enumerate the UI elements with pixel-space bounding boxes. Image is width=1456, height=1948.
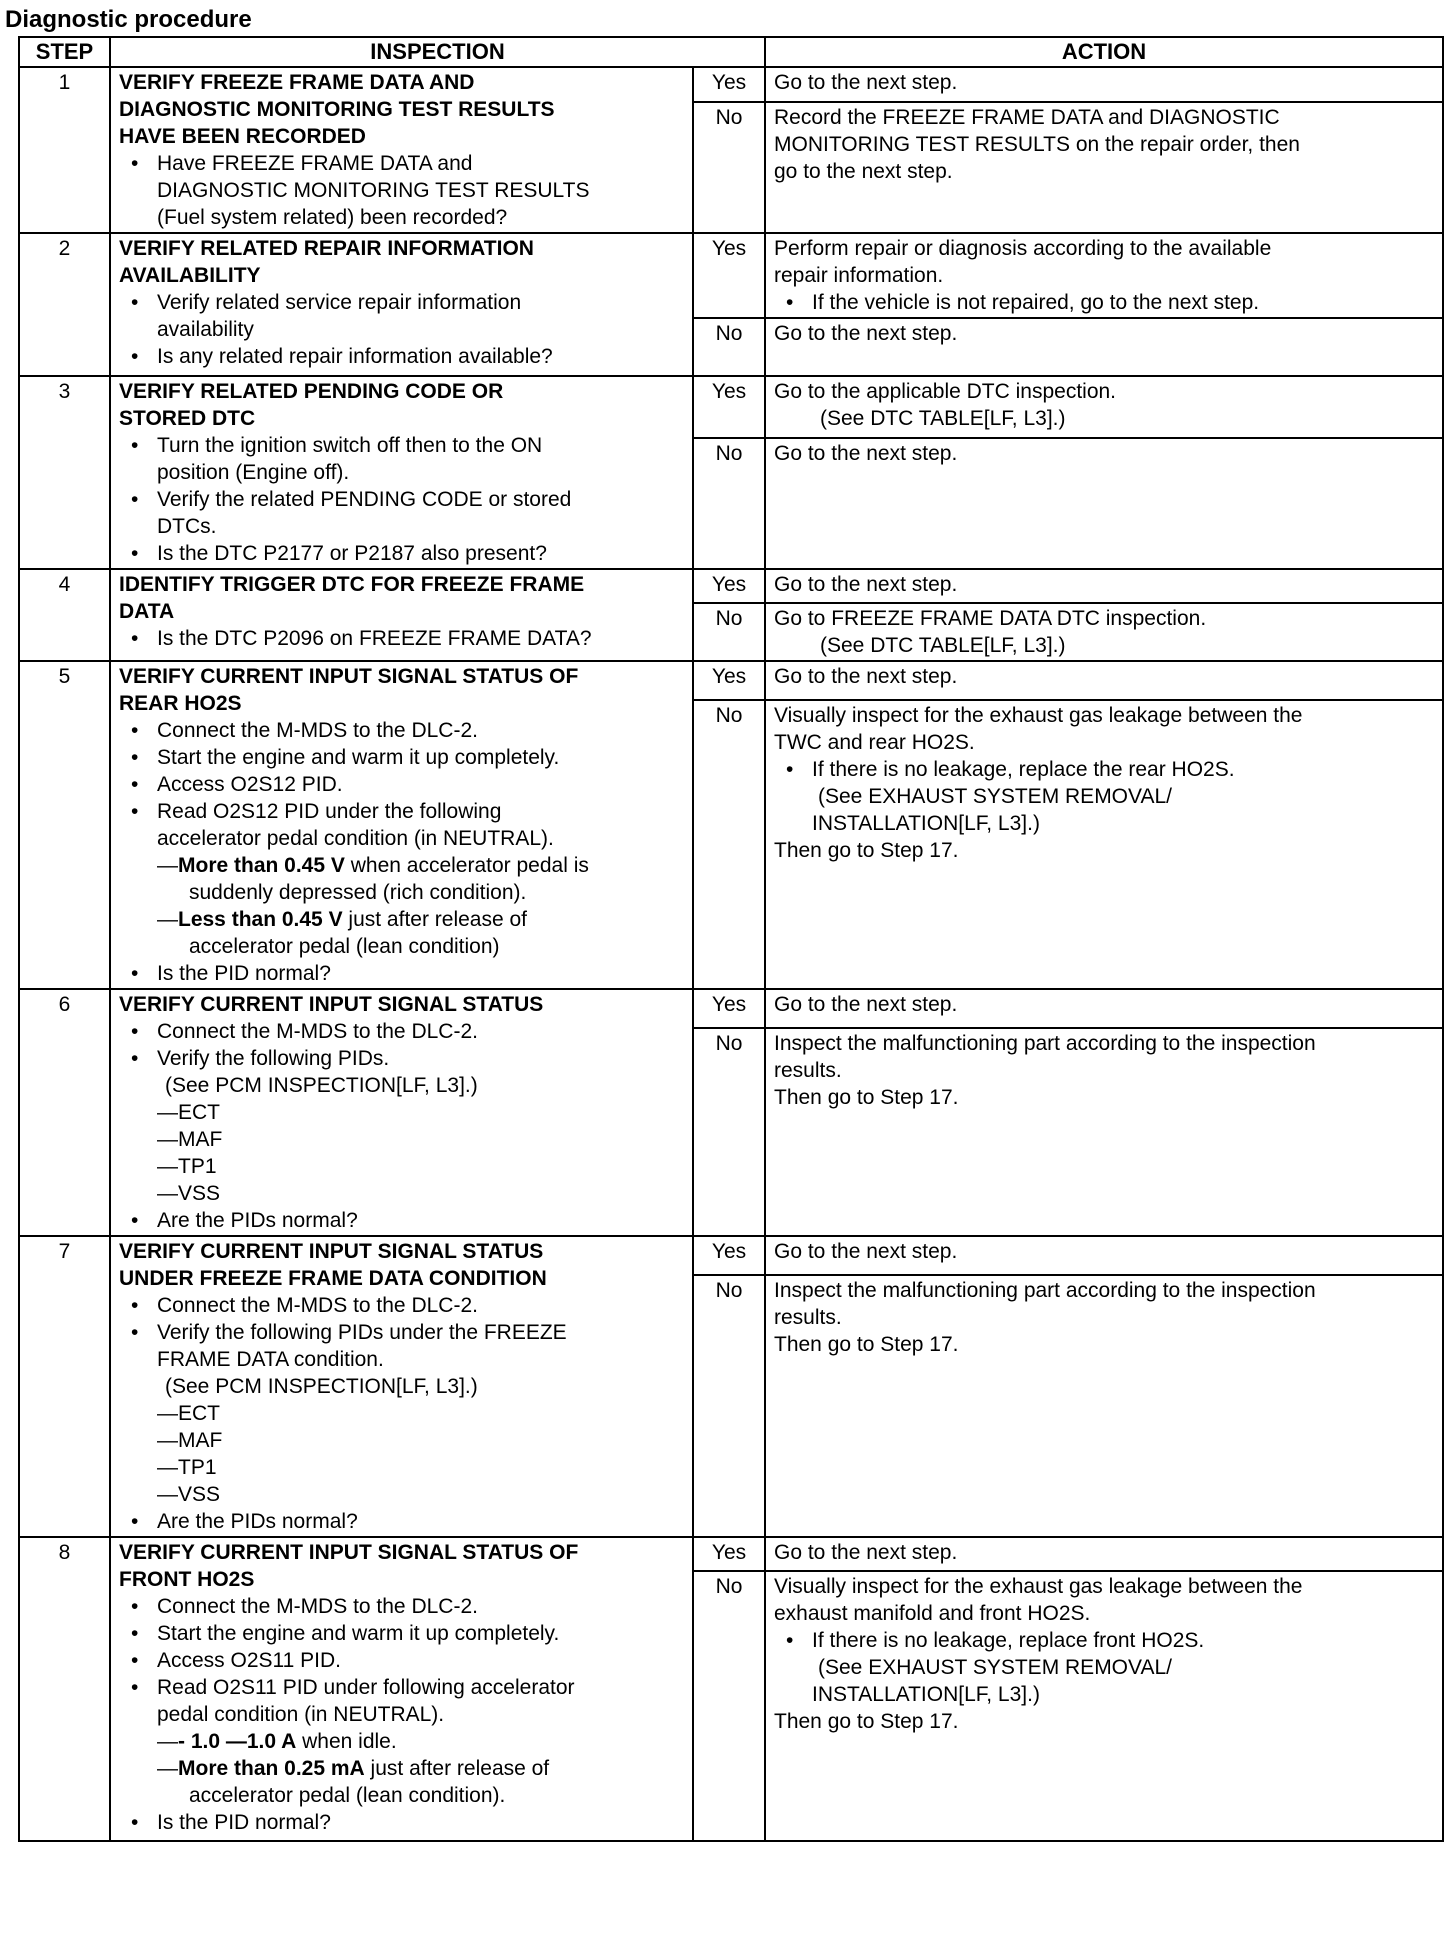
inspection-title: STORED DTC <box>119 407 256 430</box>
inspection-title: UNDER FREEZE FRAME DATA CONDITION <box>119 1267 547 1290</box>
inspection-line <box>119 1728 684 1755</box>
inspection-cell <box>110 569 693 661</box>
inspection-line <box>119 1153 684 1180</box>
no-label: No <box>693 1028 765 1236</box>
dash-icon: — <box>157 1128 178 1151</box>
inspection-title: DIAGNOSTIC MONITORING TEST RESULTS <box>119 98 555 121</box>
inspection-cell <box>110 1537 693 1841</box>
dash-text: just after release of <box>342 908 528 931</box>
header-action: ACTION <box>765 37 1443 67</box>
table-row <box>19 1236 1443 1275</box>
bullet-text: Have FREEZE FRAME DATA and <box>157 152 473 175</box>
yes-label: Yes <box>693 67 765 102</box>
action-line <box>774 289 1434 316</box>
bullet-text: Connect the M-MDS to the DLC-2. <box>157 1020 478 1043</box>
bullet-text: Turn the ignition switch off then to the ON <box>157 434 543 457</box>
yes-action <box>765 67 1443 102</box>
table-row <box>19 67 1443 102</box>
bullet-icon: • <box>131 746 139 769</box>
dash-text: TP1 <box>178 1155 217 1178</box>
dash-icon: — <box>157 1402 178 1425</box>
inspection-line <box>119 1126 684 1153</box>
action-line: Then go to Step 17. <box>774 839 959 863</box>
action-line: TWC and rear HO2S. <box>774 731 975 755</box>
table-row <box>19 233 1443 318</box>
yes-action <box>765 233 1443 318</box>
bold-value: Less than 0.45 V <box>178 908 343 931</box>
bullet-icon: • <box>131 542 139 565</box>
bullet-text: Is any related repair information available? <box>157 345 553 368</box>
bullet-icon: • <box>131 1649 139 1672</box>
inspection-title: HAVE BEEN RECORDED <box>119 125 366 148</box>
bold-value: More than 0.45 V <box>178 854 345 877</box>
bullet-text: Connect the M-MDS to the DLC-2. <box>157 1294 478 1317</box>
dash-text: VSS <box>178 1483 221 1506</box>
table-row <box>19 1537 1443 1571</box>
inspection-line <box>119 625 684 652</box>
inspection-line <box>119 744 684 771</box>
inspection-line <box>119 1508 684 1535</box>
step-number: 6 <box>19 989 110 1236</box>
inspection-line <box>119 1319 684 1346</box>
inspection-line <box>119 1292 684 1319</box>
header-step: STEP <box>19 37 110 67</box>
bullet-icon: • <box>131 1294 139 1317</box>
inspection-line: DIAGNOSTIC MONITORING TEST RESULTS <box>157 179 590 202</box>
inspection-title: VERIFY FREEZE FRAME DATA AND <box>119 71 475 94</box>
bullet-text: Start the engine and warm it up completely. <box>157 746 560 769</box>
dash-icon: — <box>157 1456 178 1479</box>
step-number: 4 <box>19 569 110 661</box>
bullet-text: Read O2S12 PID under the following <box>157 800 502 823</box>
inspection-line <box>119 717 684 744</box>
inspection-line <box>119 1400 684 1427</box>
dash-text: when accelerator pedal is <box>344 854 589 877</box>
yes-action <box>765 1537 1443 1571</box>
table-body <box>19 67 1443 1841</box>
inspection-cell <box>110 376 693 569</box>
bullet-text: Verify the following PIDs under the FREEZE <box>157 1321 567 1344</box>
step-number: 8 <box>19 1537 110 1841</box>
bullet-text: Access O2S11 PID. <box>157 1649 342 1672</box>
bullet-text: If there is no leakage, replace front HO2S. <box>812 1629 1205 1652</box>
inspection-line <box>119 1481 684 1508</box>
action-line: Then go to Step 17. <box>774 1333 959 1357</box>
no-action <box>765 1275 1443 1537</box>
action-line <box>774 756 1434 783</box>
step-number: 3 <box>19 376 110 569</box>
yes-action <box>765 661 1443 700</box>
inspection-line: DTCs. <box>157 515 217 538</box>
inspection-line: (Fuel system related) been recorded? <box>157 206 508 229</box>
bullet-icon: • <box>131 488 139 511</box>
no-label: No <box>693 1275 765 1537</box>
yes-action <box>765 376 1443 438</box>
dash-text: ECT <box>178 1402 220 1425</box>
action-line: Go to the next step. <box>774 665 958 688</box>
yes-label: Yes <box>693 569 765 603</box>
action-line: Record the FREEZE FRAME DATA and DIAGNOSTIC <box>774 105 1280 129</box>
inspection-line <box>119 540 684 567</box>
bullet-text: Connect the M-MDS to the DLC-2. <box>157 719 478 742</box>
inspection-line <box>119 1809 684 1836</box>
yes-action <box>765 1236 1443 1275</box>
bullet-icon: • <box>131 434 139 457</box>
no-action <box>765 318 1443 376</box>
inspection-line <box>119 150 684 177</box>
inspection-line <box>119 1018 684 1045</box>
dash-icon: — <box>157 1483 178 1506</box>
diagnostic-table <box>18 36 1444 1842</box>
inspection-title: VERIFY RELATED REPAIR INFORMATION <box>119 237 534 260</box>
bullet-text: Is the PID normal? <box>157 962 331 985</box>
inspection-line: position (Engine off). <box>157 461 350 484</box>
inspection-title: VERIFY CURRENT INPUT SIGNAL STATUS <box>119 993 544 1016</box>
inspection-line: pedal condition (in NEUTRAL). <box>157 1703 445 1726</box>
dash-text: TP1 <box>178 1456 217 1479</box>
no-label: No <box>693 438 765 570</box>
inspection-line <box>119 1427 684 1454</box>
action-line: exhaust manifold and front HO2S. <box>774 1602 1091 1625</box>
bullet-icon: • <box>131 1622 139 1645</box>
inspection-title: IDENTIFY TRIGGER DTC FOR FREEZE FRAME <box>119 573 585 596</box>
no-action <box>765 1028 1443 1236</box>
bullet-icon: • <box>131 800 139 823</box>
yes-label: Yes <box>693 1537 765 1571</box>
bullet-icon: • <box>131 627 139 650</box>
inspection-line: accelerator pedal condition (in NEUTRAL). <box>157 827 554 850</box>
inspection-title: VERIFY CURRENT INPUT SIGNAL STATUS OF <box>119 665 579 688</box>
dash-icon: — <box>157 1757 178 1780</box>
action-line: Go to the next step. <box>774 993 958 1016</box>
action-line: Visually inspect for the exhaust gas leakage between the <box>774 1575 1303 1598</box>
inspection-line: accelerator pedal (lean condition). <box>189 1784 506 1807</box>
no-label: No <box>693 318 765 376</box>
inspection-line <box>119 852 684 879</box>
bullet-text: Start the engine and warm it up completely. <box>157 1622 560 1645</box>
bullet-icon: • <box>131 291 139 314</box>
action-line: Then go to Step 17. <box>774 1710 959 1733</box>
inspection-line: accelerator pedal (lean condition) <box>189 935 500 958</box>
bullet-icon: • <box>131 962 139 985</box>
inspection-line <box>119 1454 684 1481</box>
dash-icon: — <box>157 1730 178 1753</box>
bullet-icon: • <box>131 1047 139 1070</box>
bullet-text: Are the PIDs normal? <box>157 1209 358 1232</box>
action-line: repair information. <box>774 264 944 287</box>
inspection-line: FRAME DATA condition. <box>157 1348 384 1371</box>
action-line: Perform repair or diagnosis according to the available <box>774 237 1272 260</box>
table-row <box>19 989 1443 1028</box>
bullet-icon: • <box>786 291 794 314</box>
dash-icon: — <box>157 1182 178 1205</box>
bullet-icon: • <box>131 1811 139 1834</box>
table-row <box>19 661 1443 700</box>
inspection-line <box>119 906 684 933</box>
bullet-icon: • <box>131 1510 139 1533</box>
no-action <box>765 102 1443 233</box>
dash-text: just after release of <box>364 1757 550 1780</box>
bullet-icon: • <box>131 1209 139 1232</box>
inspection-line <box>119 1593 684 1620</box>
inspection-cell <box>110 989 693 1236</box>
inspection-line <box>119 289 684 316</box>
inspection-line <box>119 798 684 825</box>
inspection-line: (See PCM INSPECTION[LF, L3].) <box>165 1375 478 1398</box>
bold-value: More than 0.25 mA <box>178 1757 365 1780</box>
yes-action <box>765 569 1443 603</box>
action-line: (See EXHAUST SYSTEM REMOVAL/ <box>818 1656 1172 1679</box>
inspection-line <box>119 1647 684 1674</box>
yes-label: Yes <box>693 989 765 1028</box>
inspection-line: suddenly depressed (rich condition). <box>189 881 527 904</box>
yes-label: Yes <box>693 1236 765 1275</box>
dash-text: VSS <box>178 1182 221 1205</box>
inspection-line <box>119 1207 684 1234</box>
action-line: (See DTC TABLE[LF, L3].) <box>820 634 1066 657</box>
bullet-icon: • <box>131 1321 139 1344</box>
step-number: 7 <box>19 1236 110 1537</box>
action-line: results. <box>774 1058 842 1082</box>
action-line: Go to the next step. <box>774 322 958 345</box>
step-number: 1 <box>19 67 110 233</box>
dash-text: MAF <box>178 1128 223 1151</box>
step-number: 2 <box>19 233 110 376</box>
action-line: results. <box>774 1306 842 1330</box>
inspection-cell <box>110 1236 693 1537</box>
inspection-line <box>119 1755 684 1782</box>
action-line: Inspect the malfunctioning part according to the inspection <box>774 1279 1316 1303</box>
action-line: Go to the next step. <box>774 71 958 94</box>
action-line: Go to the next step. <box>774 1240 958 1263</box>
inspection-title: VERIFY CURRENT INPUT SIGNAL STATUS OF <box>119 1541 579 1564</box>
no-label: No <box>693 603 765 661</box>
bullet-text: Verify the following PIDs. <box>157 1047 390 1070</box>
bullet-text: Access O2S12 PID. <box>157 773 343 796</box>
inspection-line <box>119 1045 684 1072</box>
header-inspection: INSPECTION <box>110 37 765 67</box>
bullet-icon: • <box>131 773 139 796</box>
no-action <box>765 603 1443 661</box>
action-line: Go to FREEZE FRAME DATA DTC inspection. <box>774 607 1207 630</box>
inspection-cell <box>110 661 693 989</box>
bullet-icon: • <box>131 1595 139 1618</box>
bullet-icon: • <box>131 1020 139 1043</box>
action-line: Go to the applicable DTC inspection. <box>774 380 1117 403</box>
action-line: Then go to Step 17. <box>774 1085 959 1109</box>
action-line: MONITORING TEST RESULTS on the repair order, then <box>774 132 1300 156</box>
table-header-row <box>19 37 1443 67</box>
bold-value: - 1.0 —1.0 A <box>178 1730 297 1753</box>
inspection-line <box>119 771 684 798</box>
yes-label: Yes <box>693 376 765 438</box>
inspection-title: AVAILABILITY <box>119 264 261 287</box>
yes-label: Yes <box>693 233 765 318</box>
action-line: Visually inspect for the exhaust gas leakage between the <box>774 704 1303 728</box>
inspection-title: DATA <box>119 600 175 623</box>
bullet-text: If there is no leakage, replace the rear HO2S. <box>812 758 1235 782</box>
action-line: Go to the next step. <box>774 573 958 596</box>
action-line: INSTALLATION[LF, L3].) <box>812 1683 1040 1706</box>
inspection-line <box>119 1620 684 1647</box>
bullet-text: Are the PIDs normal? <box>157 1510 358 1533</box>
bullet-text: Verify related service repair information <box>157 291 522 314</box>
inspection-line: availability <box>157 318 254 341</box>
inspection-line: (See PCM INSPECTION[LF, L3].) <box>165 1074 478 1097</box>
inspection-title: FRONT HO2S <box>119 1568 255 1591</box>
inspection-title: VERIFY CURRENT INPUT SIGNAL STATUS <box>119 1240 544 1263</box>
page-title: Diagnostic procedure <box>5 6 252 33</box>
inspection-cell <box>110 233 693 376</box>
action-line: Inspect the malfunctioning part according to the inspection <box>774 1031 1316 1055</box>
action-line: go to the next step. <box>774 159 953 183</box>
no-action <box>765 1571 1443 1841</box>
no-action <box>765 700 1443 989</box>
action-line: (See EXHAUST SYSTEM REMOVAL/ <box>818 785 1172 809</box>
bullet-icon: • <box>131 719 139 742</box>
action-line: Go to the next step. <box>774 441 958 465</box>
table-row <box>19 569 1443 603</box>
bullet-icon: • <box>786 1629 794 1652</box>
action-line <box>774 1627 1434 1654</box>
inspection-line <box>119 486 684 513</box>
action-line: INSTALLATION[LF, L3].) <box>812 812 1040 836</box>
inspection-line <box>119 1099 684 1126</box>
dash-text: ECT <box>178 1101 220 1124</box>
bullet-text: Is the PID normal? <box>157 1811 331 1834</box>
bullet-icon: • <box>786 758 794 782</box>
bullet-text: If the vehicle is not repaired, go to the next step. <box>812 291 1260 314</box>
dash-icon: — <box>157 1429 178 1452</box>
inspection-cell <box>110 67 693 233</box>
yes-action <box>765 989 1443 1028</box>
bullet-icon: • <box>131 1676 139 1699</box>
action-line: (See DTC TABLE[LF, L3].) <box>820 407 1066 430</box>
dash-icon: — <box>157 908 178 931</box>
bullet-icon: • <box>131 152 139 175</box>
inspection-line <box>119 343 684 370</box>
bullet-text: Is the DTC P2096 on FREEZE FRAME DATA? <box>157 627 592 650</box>
dash-text: when idle. <box>296 1730 397 1753</box>
dash-icon: — <box>157 1155 178 1178</box>
bullet-text: Verify the related PENDING CODE or stored <box>157 488 572 511</box>
inspection-line <box>119 960 684 987</box>
table-row <box>19 376 1443 438</box>
dash-icon: — <box>157 854 178 877</box>
inspection-line <box>119 1674 684 1701</box>
no-label: No <box>693 700 765 989</box>
bullet-text: Connect the M-MDS to the DLC-2. <box>157 1595 478 1618</box>
bullet-text: Read O2S11 PID under following accelerator <box>157 1676 575 1699</box>
action-line: Go to the next step. <box>774 1541 958 1564</box>
bullet-text: Is the DTC P2177 or P2187 also present? <box>157 542 547 565</box>
inspection-title: REAR HO2S <box>119 692 242 715</box>
no-action <box>765 438 1443 570</box>
no-label: No <box>693 1571 765 1841</box>
no-label: No <box>693 102 765 233</box>
dash-text: MAF <box>178 1429 223 1452</box>
bullet-icon: • <box>131 345 139 368</box>
dash-icon: — <box>157 1101 178 1124</box>
inspection-line <box>119 432 684 459</box>
yes-label: Yes <box>693 661 765 700</box>
inspection-title: VERIFY RELATED PENDING CODE OR <box>119 380 504 403</box>
inspection-line <box>119 1180 684 1207</box>
step-number: 5 <box>19 661 110 989</box>
